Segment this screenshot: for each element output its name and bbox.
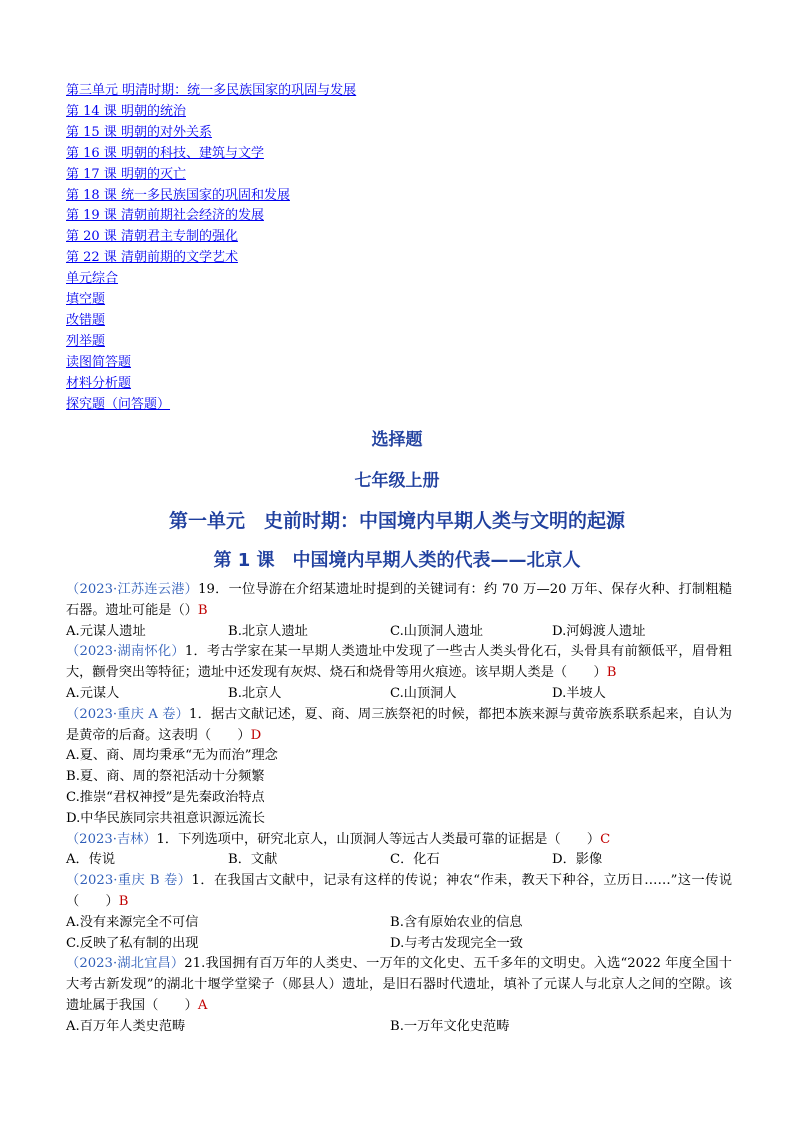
option-c: C.山顶洞人: [390, 685, 457, 701]
question-text: 1．据古文献记述，夏、商、周三族祭祀的时候，都把本族来源与黄帝族系联系起来，自认为是黄帝的后裔。这表明（ ）: [66, 706, 732, 743]
toc-link-lesson-16[interactable]: 第 16 课 明朝的科技、建筑与文学: [66, 145, 264, 161]
question-stem: [66, 871, 732, 913]
toc-link-material-analysis[interactable]: 材料分析题: [66, 375, 132, 391]
question-stem: [66, 954, 732, 1016]
question-text: 1．在我国古文献中，记录有这样的传说；神农“作耒，教天下种谷，立历日……”这一传说（ ）: [66, 873, 733, 909]
question-text: 19．一位导游在介绍某遗址时提到的关键词有：约 70 万—20 万年、保存火种、打制粗糙石器。遗址可能是（）: [66, 582, 732, 618]
option-row: [66, 1017, 732, 1038]
option-b: B.夏、商、周的祭祀活动十分频繁: [66, 769, 265, 785]
option-b: B.北京人遗址: [228, 623, 308, 639]
toc-link-lesson-18[interactable]: 第 18 课 统一多民族国家的巩固和发展: [66, 187, 290, 203]
section-heading: 选择题: [371, 430, 423, 450]
question-answer: C: [600, 831, 611, 847]
unit-heading: 第一单元 史前时期：中国境内早期人类与文明的起源: [168, 510, 625, 532]
toc-link-fill-in[interactable]: 填空题: [66, 292, 106, 308]
option-c: C．化石: [390, 852, 440, 868]
option-a: A.夏、商、周均秉承“无为而治”理念: [66, 748, 278, 764]
option-d: D.半坡人: [552, 685, 606, 701]
option-d: D.与考古发现完全一致: [390, 935, 523, 951]
question-text: 21.我国拥有百万年的人类史、一万年的文化史、五千多年的文明史。入选“2022 年度全国十大考古新发现”的湖北十堰学堂梁子（郧县人）遗址，是旧石器时代遗址，填补了元谋人与北京人之间的空隙。该遗址属于我国（ ）: [66, 956, 732, 1013]
question-stem: [66, 705, 732, 747]
option-a: A.元谋人: [66, 685, 120, 701]
question-item: [66, 642, 732, 704]
option-d: D.中华民族同宗共祖意识源远流长: [66, 810, 265, 826]
option-c: C.推崇“君权神授”是先秦政治特点: [66, 789, 265, 805]
toc-link-lesson-17[interactable]: 第 17 课 明朝的灭亡: [66, 166, 186, 182]
toc-link-lesson-20[interactable]: 第 20 课 清朝君主专制的强化: [66, 229, 238, 245]
option-a: A.百万年人类史范畴: [66, 1018, 186, 1034]
toc-link-lesson-22[interactable]: 第 22 课 清朝前期的文学艺术: [66, 250, 238, 266]
toc-link-lesson-15[interactable]: 第 15 课 明朝的对外关系: [66, 124, 212, 140]
option-c: C.山顶洞人遗址: [390, 623, 483, 639]
toc-link-lesson-14[interactable]: 第 14 课 明朝的统治: [66, 103, 186, 119]
toc-link-unit-3[interactable]: 第三单元 明清时期：统一多民族国家的巩固与发展: [66, 83, 357, 98]
option-row: [66, 913, 732, 934]
option-row: [66, 850, 732, 871]
option-a: A.没有来源完全不可信: [66, 914, 199, 930]
question-answer: A: [197, 997, 208, 1013]
question-answer: B: [118, 893, 129, 909]
option-b: B.含有原始农业的信息: [390, 914, 523, 930]
option-row: [66, 622, 732, 643]
question-source: （2023·吉林）: [66, 831, 157, 847]
option-b: B.北京人: [228, 685, 282, 701]
question-source: （2023·湖南怀化）: [66, 644, 185, 660]
question-text: 1．下列选项中，研究北京人，山顶洞人等远古人类最可靠的证据是（ ）: [156, 831, 601, 847]
toc-link-listing[interactable]: 列举题: [66, 333, 106, 349]
question-stem: [66, 642, 732, 684]
option-b: B．文献: [228, 852, 278, 868]
question-stem: [66, 830, 732, 851]
question-source: （2023·重庆 A 卷）: [66, 706, 190, 722]
question-answer: B: [606, 665, 617, 681]
toc-link-correction[interactable]: 改错题: [66, 312, 106, 328]
question-answer: D: [250, 727, 262, 743]
question-stem: [66, 580, 732, 622]
question-item: [66, 954, 732, 1037]
question-source: （2023·湖北宜昌）: [66, 956, 185, 972]
toc-link-lesson-19[interactable]: 第 19 课 清朝前期社会经济的发展: [66, 208, 264, 224]
lesson-heading: 第 1 课 中国境内早期人类的代表——北京人: [213, 550, 581, 571]
toc-link-unit-review[interactable]: 单元综合: [66, 271, 119, 287]
question-item: [66, 871, 732, 954]
option-d: D.河姆渡人遗址: [552, 623, 646, 639]
question-list: [66, 580, 732, 1038]
question-text: 1．考古学家在某一早期人类遗址中发现了一些古人类头骨化石，头骨具有前额低平，眉骨粗大，颧骨突出等特征；遗址中还发现有灰烬、烧石和烧骨等用火痕迹。该早期人类是（ ）: [66, 644, 732, 681]
question-item: [66, 705, 732, 830]
option-a: A.元谋人遗址: [66, 623, 146, 639]
question-source: （2023·重庆 B 卷）: [66, 873, 192, 889]
grade-heading: 七年级上册: [354, 471, 440, 491]
question-source: （2023·江苏连云港）: [66, 582, 199, 597]
option-d: D．影像: [552, 852, 603, 868]
option-row: [66, 684, 732, 705]
option-b: B.一万年文化史范畴: [390, 1018, 510, 1034]
toc-link-inquiry[interactable]: 探究题（问答题）: [66, 396, 171, 412]
question-item: [66, 830, 732, 872]
option-a: A．传说: [66, 852, 116, 868]
question-item: [66, 580, 732, 642]
question-answer: B: [197, 602, 208, 618]
toc-link-picture-questions[interactable]: 读图简答题: [66, 354, 132, 370]
option-c: C.反映了私有制的出现: [66, 935, 199, 951]
option-row: [66, 934, 732, 955]
table-of-contents: [66, 81, 356, 416]
